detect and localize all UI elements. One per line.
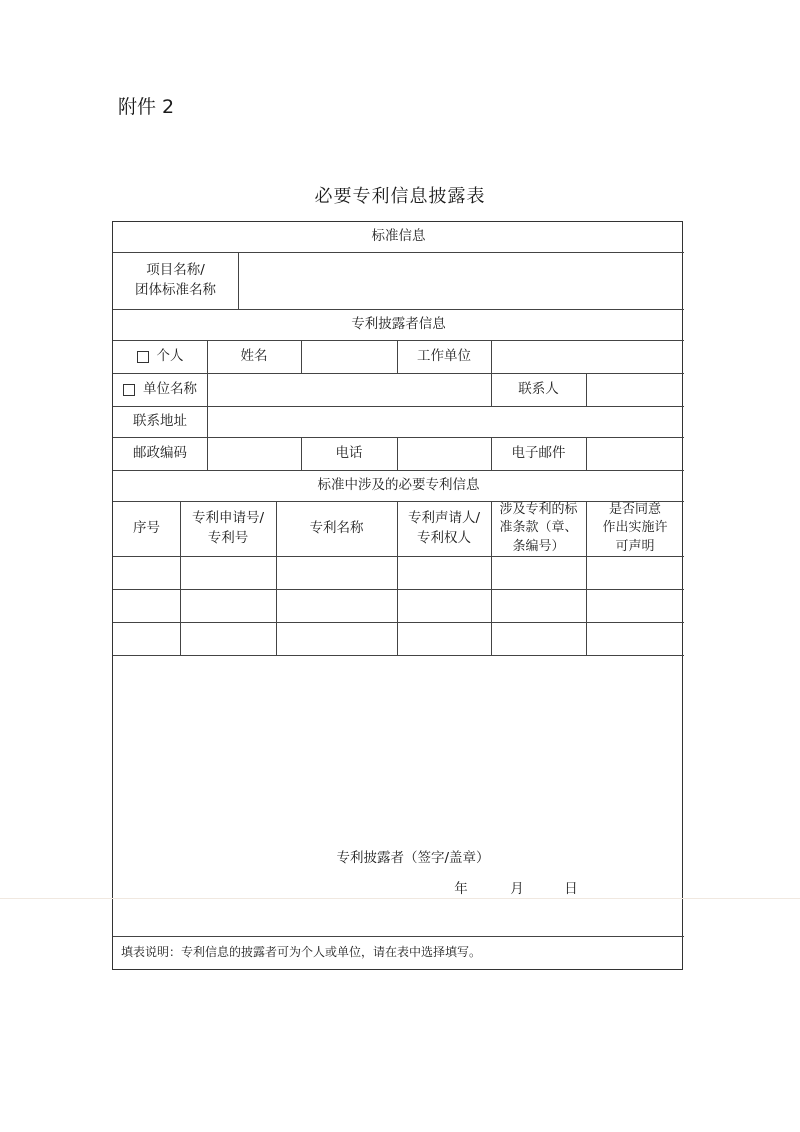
page-fold-line [0, 898, 800, 899]
table-row[interactable] [113, 622, 684, 655]
table-row[interactable] [113, 556, 684, 589]
col-header-patent-name: 专利名称 [309, 519, 364, 536]
date-year-label: 年 [454, 881, 468, 898]
individual-checkbox[interactable] [137, 351, 149, 363]
individual-option-label: 个人 [156, 347, 184, 364]
phone-field[interactable] [398, 438, 490, 469]
col-header-standard-clause: 涉及专利的标 准条款（章、 条编号） [499, 502, 578, 554]
form-footnote: 填表说明：专利信息的披露者可为个人或单位，请在表中选择填写。 [121, 945, 482, 960]
col-header-patent-number: 专利申请号/ 专利号 [191, 509, 265, 546]
individual-option[interactable] [113, 340, 207, 373]
employer-field[interactable] [492, 341, 683, 372]
table-row[interactable] [113, 589, 684, 622]
organization-field[interactable] [208, 374, 490, 405]
col-header-serial: 序号 [133, 519, 160, 536]
section-standard-heading: 标准信息 [371, 228, 426, 245]
date-month-label: 月 [510, 881, 524, 898]
col-header-license-consent: 是否同意 作出实施许 可声明 [602, 502, 668, 554]
organization-option-label: 单位名称 [143, 380, 197, 397]
address-label: 联系地址 [133, 412, 187, 429]
project-name-label: 项目名称/ 团体标准名称 [135, 261, 216, 298]
email-field[interactable] [587, 438, 683, 469]
phone-label: 电话 [335, 444, 363, 461]
section-patents-heading: 标准中涉及的必要专利信息 [317, 476, 480, 493]
date-day-label: 日 [564, 881, 578, 898]
name-label: 姓名 [240, 347, 268, 364]
project-name-field[interactable] [239, 253, 683, 308]
attachment-label: 附件 2 [118, 96, 175, 118]
email-label: 电子邮件 [511, 444, 566, 461]
disclosure-form [112, 221, 683, 970]
signature-label: 专利披露者（签字/盖章） [336, 850, 490, 867]
col-header-patent-holder: 专利声请人/ 专利权人 [407, 509, 481, 546]
form-title: 必要专利信息披露表 [314, 186, 486, 207]
contact-field[interactable] [587, 374, 683, 405]
contact-label: 联系人 [518, 380, 559, 397]
name-field[interactable] [302, 341, 396, 372]
postcode-label: 邮政编码 [133, 444, 187, 461]
organization-checkbox[interactable] [123, 384, 135, 396]
organization-option[interactable] [113, 373, 207, 406]
employer-label: 工作单位 [417, 347, 471, 364]
row-divider [113, 655, 684, 656]
address-field[interactable] [208, 407, 683, 436]
postcode-field[interactable] [208, 438, 300, 469]
section-discloser-heading: 专利披露者信息 [351, 315, 446, 332]
